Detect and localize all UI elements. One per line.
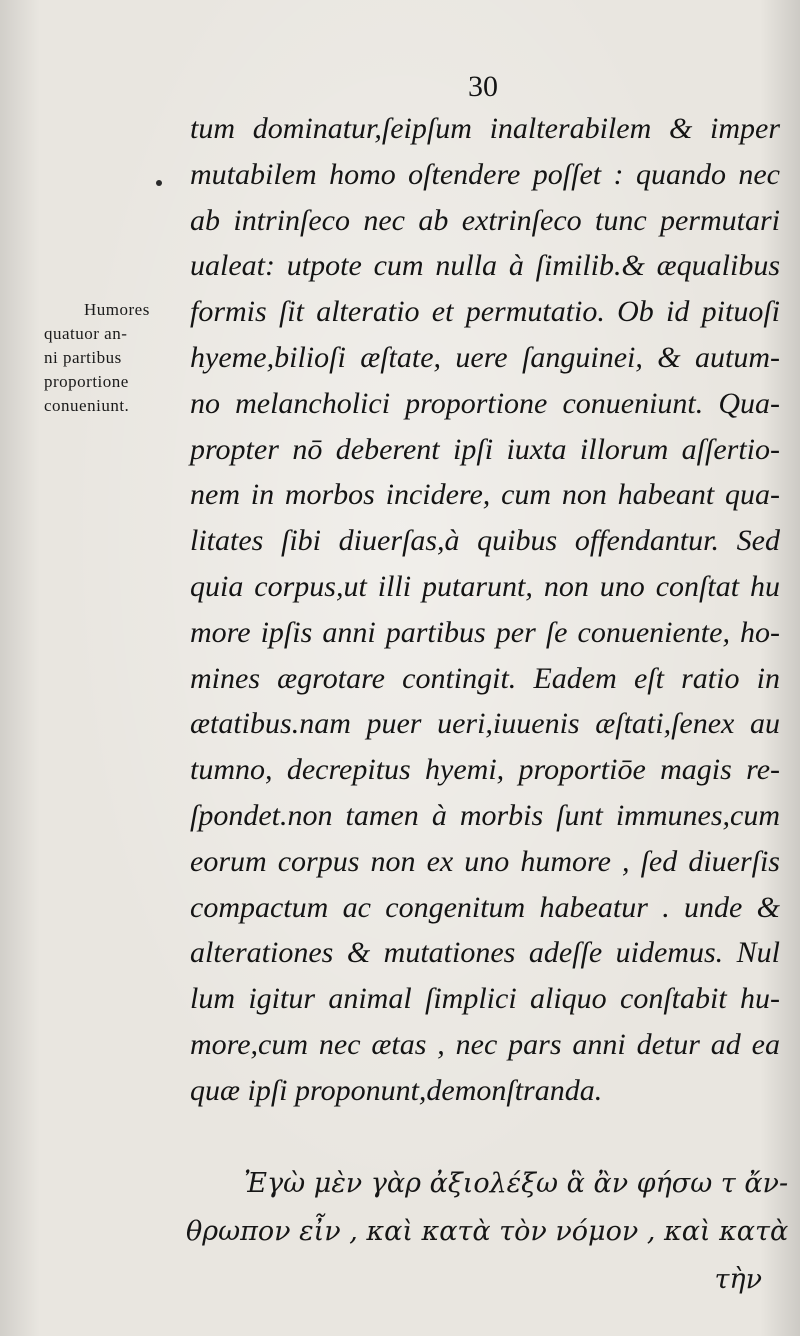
text-line: alterationes & mutationes adeſſe uidemus. Nul — [190, 936, 780, 970]
text-line: more,cum nec ætas , nec pars anni detur ad ea — [190, 1027, 780, 1061]
text-line: propter nō deberent ipſi iuxta illorum aſſertio- — [190, 432, 780, 466]
text-line: compactum ac congenitum habeatur . unde & — [190, 890, 780, 924]
text-line: quia corpus,ut illi putarunt, non uno conſtat hu — [190, 569, 780, 603]
text-line: mines ægrotare contingit. Eadem eſt ratio in — [190, 661, 780, 695]
main-text-block — [190, 106, 780, 1114]
marginal-note-line: conueniunt. — [44, 396, 130, 415]
marginal-note-line: Humores — [84, 300, 150, 319]
catchword: τὴν — [714, 1264, 762, 1295]
text-line: hyeme,bilioſi æſtate, uere ſanguinei, & autum- — [190, 340, 780, 374]
text-line: ualeat: utpote cum nulla à ſimilib.& æqualibus — [190, 249, 780, 283]
text-line: tumno, decrepitus hyemi, proportiōe magis re- — [190, 753, 780, 787]
text-line-final: quæ ipſi proponunt,demonſtranda. — [190, 1073, 603, 1107]
text-line: litates ſibi diuerſas,à quibus offendantur. Sed — [190, 524, 780, 558]
text-line: ætatibus.nam puer ueri,iuuenis æſtati,ſenex au — [190, 707, 780, 741]
marginal-note-line: quatuor an- — [44, 324, 128, 343]
text-line: nem in morbos incidere, cum non habeant qua- — [190, 478, 780, 512]
text-line: tum dominatur,ſeipſum inalterabilem & imper — [190, 112, 780, 145]
text-line: eorum corpus non ex uno humore , ſed diuerſis — [190, 844, 780, 878]
greek-text-block — [186, 1160, 789, 1304]
marginal-note — [44, 298, 184, 418]
greek-line: θρωπον εἶν , καὶ κατὰ τὸν νόμον , καὶ κατὰ — [186, 1216, 789, 1247]
greek-line: Ἐγὼ μὲν γὰρ ἀξιολέξω ἃ ἂν φήσω τ ἄν- — [244, 1168, 789, 1199]
text-line: ſpondet.non tamen à morbis ſunt immunes,cum — [190, 798, 780, 832]
marginal-note-line: ni partibus — [44, 348, 122, 367]
page-number: 30 — [468, 70, 498, 103]
text-line: more ipſis anni partibus per ſe conueniente, ho- — [190, 615, 780, 649]
text-line: lum igitur animal ſimplici aliquo conſtabit hu- — [190, 982, 780, 1016]
printers-mark — [156, 180, 162, 186]
text-line: no melancholici proportione conueniunt. Qua- — [190, 386, 780, 420]
marginal-note-line: proportione — [44, 372, 129, 391]
text-line: mutabilem homo oſtendere poſſet : quando nec — [190, 157, 780, 191]
text-line: ab intrinſeco nec ab extrinſeco tunc permutari — [190, 203, 780, 237]
text-line: formis ſit alteratio et permutatio. Ob id pituoſi — [190, 295, 780, 329]
